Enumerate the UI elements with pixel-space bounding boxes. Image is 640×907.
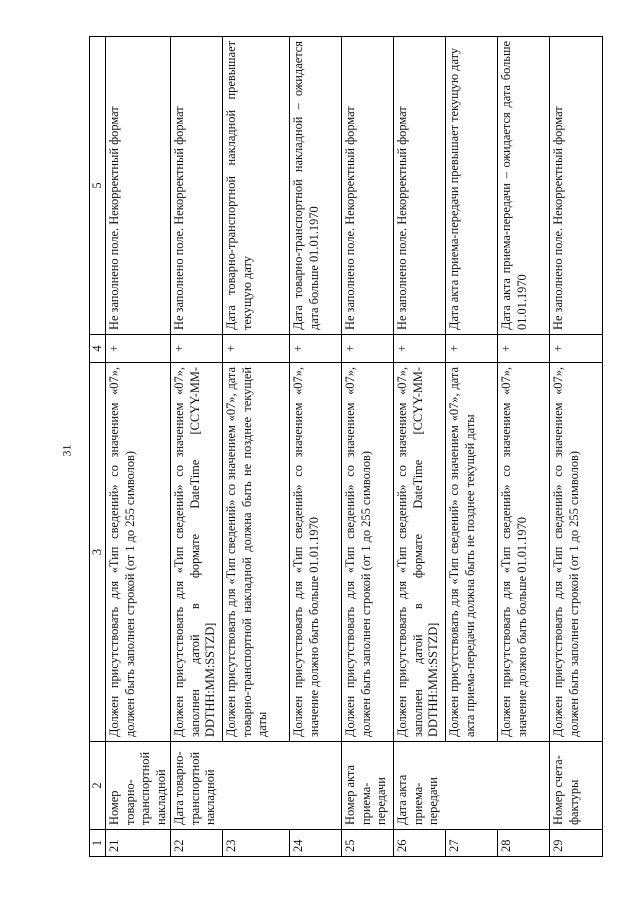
mandatory-mark: +: [171, 335, 223, 363]
table-row: [223, 37, 290, 857]
rotated-page: [89, 37, 581, 857]
error-text: Не заполнено поле. Некорректный формат: [394, 37, 446, 335]
requirement-text: Должен присутствовать для «Тип сведений» со значением «07», должен быть заполнен строкой (от 1 до 255 символов): [106, 363, 171, 742]
page-number: 31: [59, 444, 74, 457]
error-text: Дата товарно-транспортной накладной превышает текущую дату: [223, 37, 290, 335]
row-number: 21: [106, 830, 171, 857]
row-number: 24: [290, 830, 342, 857]
mandatory-mark: +: [550, 335, 603, 363]
error-text: Дата акта приема-передачи – ожидается дата больше 01.01.1970: [498, 37, 550, 335]
error-text: Не заполнено поле. Некорректный формат: [550, 37, 603, 335]
requirement-text: Должен присутствовать для «Тип сведений» со значением «07», значение должно быть больше 01.01.1970: [498, 363, 550, 742]
error-text: Не заполнено поле. Некорректный формат: [171, 37, 223, 335]
table-row: [446, 37, 498, 857]
row-number: 23: [223, 830, 290, 857]
row-number: 27: [446, 830, 498, 857]
mandatory-mark: +: [342, 335, 394, 363]
mandatory-mark: +: [446, 335, 498, 363]
error-text: Не заполнено поле. Некорректный формат: [106, 37, 171, 335]
requirement-text: Должен присутствовать для «Тип сведений» со значением «07», заполнен датой в формате DateTime [CCYY-MM-DDTHH:MM:SSTZD]: [394, 363, 446, 742]
header-cell: 3: [90, 363, 106, 742]
row-number: 26: [394, 830, 446, 857]
mandatory-mark: +: [223, 335, 290, 363]
row-number: 25: [342, 830, 394, 857]
field-name: Номер акта приема-передачи: [342, 742, 394, 830]
field-name: Дата товарно-транспортной накладной: [171, 742, 342, 830]
row-number: 29: [550, 830, 603, 857]
table-row: [290, 37, 342, 857]
table-row: [106, 37, 171, 857]
requirement-text: Должен присутствовать для «Тип сведений» со значением «07», заполнен датой в формате DateTime [CCYY-MM-DDTHH:MM:SSTZD]: [171, 363, 223, 742]
table-row: [342, 37, 394, 857]
requirement-text: Должен присутствовать для «Тип сведений» со значением «07», дата акта приема-передачи должна быть не позднее текущей даты: [446, 363, 498, 742]
requirement-text: Должен присутствовать для «Тип сведений» со значением «07», должен быть заполнен строкой (от 1 до 255 символов): [342, 363, 394, 742]
mandatory-mark: +: [290, 335, 342, 363]
header-cell: 5: [90, 37, 106, 335]
requirement-text: Должен присутствовать для «Тип сведений» со значением «07», должен быть заполнен строкой (от 1 до 255 символов): [550, 363, 603, 742]
field-name: Дата акта приема-передачи: [394, 742, 550, 830]
requirements-table: [89, 36, 603, 857]
table-row: [550, 37, 603, 857]
header-cell: 2: [90, 742, 106, 830]
table-row: [171, 37, 223, 857]
table-row: [394, 37, 446, 857]
error-text: Не заполнено поле. Некорректный формат: [342, 37, 394, 335]
field-name: Номер товарно-транспортной накладной: [106, 742, 171, 830]
header-cell: 1: [90, 830, 106, 857]
mandatory-mark: +: [394, 335, 446, 363]
error-text: Дата товарно-транспортной накладной – ожидается дата больше 01.01.1970: [290, 37, 342, 335]
mandatory-mark: +: [498, 335, 550, 363]
requirement-text: Должен присутствовать для «Тип сведений» со значением «07», дата товарно-транспортной накладной должна быть не позднее текущей даты: [223, 363, 290, 742]
table-row: [498, 37, 550, 857]
header-cell: 4: [90, 335, 106, 363]
header-row: [90, 37, 106, 857]
requirement-text: Должен присутствовать для «Тип сведений» со значением «07», значение должно быть больше 01.01.1970: [290, 363, 342, 742]
error-text: Дата акта приема-передачи превышает текущую дату: [446, 37, 498, 335]
field-name: Номер счета-фактуры: [550, 742, 603, 830]
mandatory-mark: +: [106, 335, 171, 363]
row-number: 22: [171, 830, 223, 857]
row-number: 28: [498, 830, 550, 857]
